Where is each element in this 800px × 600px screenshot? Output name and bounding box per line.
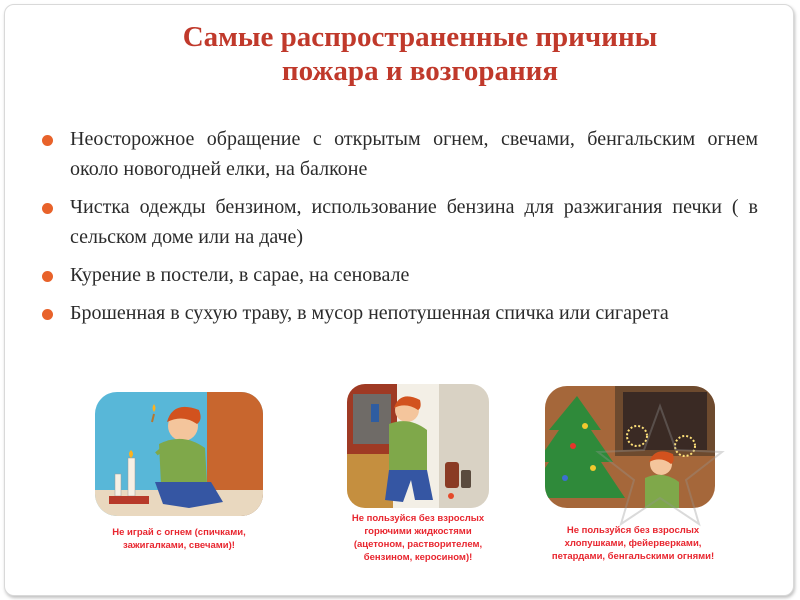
illustration-card-fireworks — [545, 386, 725, 586]
list-item — [40, 298, 758, 328]
caption-matches: Не играй с огнем (спичками, зажигалками, свечами)! — [112, 527, 246, 551]
title-line-1: Самые распространенные причины — [182, 21, 658, 53]
list-item-text: Курение в постели, в сарае, на сеновале — [70, 264, 410, 286]
list-item-text: Брошенная в сухую траву, в мусор непотушенная спичка или сигарета — [70, 302, 669, 324]
fireworks-illustration — [545, 386, 715, 508]
list-item-text: Неосторожное обращение с открытым огнем, свечами, бенгальским огнем около новогодней елки, на балконе — [70, 128, 758, 180]
list-item — [40, 260, 758, 290]
title-line-2: пожара и возгорания — [281, 55, 559, 87]
bullet-icon — [42, 203, 53, 214]
list-item — [40, 124, 758, 184]
bullet-icon — [42, 135, 53, 146]
slide-title — [90, 20, 750, 88]
bullet-icon — [42, 309, 53, 320]
matches-illustration — [95, 392, 263, 516]
illustration-card-liquids — [347, 384, 492, 584]
list-item — [40, 192, 758, 252]
liquids-illustration — [347, 384, 489, 508]
bullet-icon — [42, 271, 53, 282]
caption-liquids: Не пользуйся без взрослых горючими жидкостями (ацетоном, растворителем, бензином, керосином)! — [351, 513, 485, 563]
caption-fireworks: Не пользуйся без взрослых хлопушками, фейерверками, петардами, бенгальскими огнями! — [551, 525, 715, 562]
illustration-card-matches — [95, 392, 265, 572]
list-item-text: Чистка одежды бензином, использование бензина для разжигания печки ( в сельском доме или на даче) — [70, 196, 758, 248]
reasons-list — [40, 124, 758, 336]
